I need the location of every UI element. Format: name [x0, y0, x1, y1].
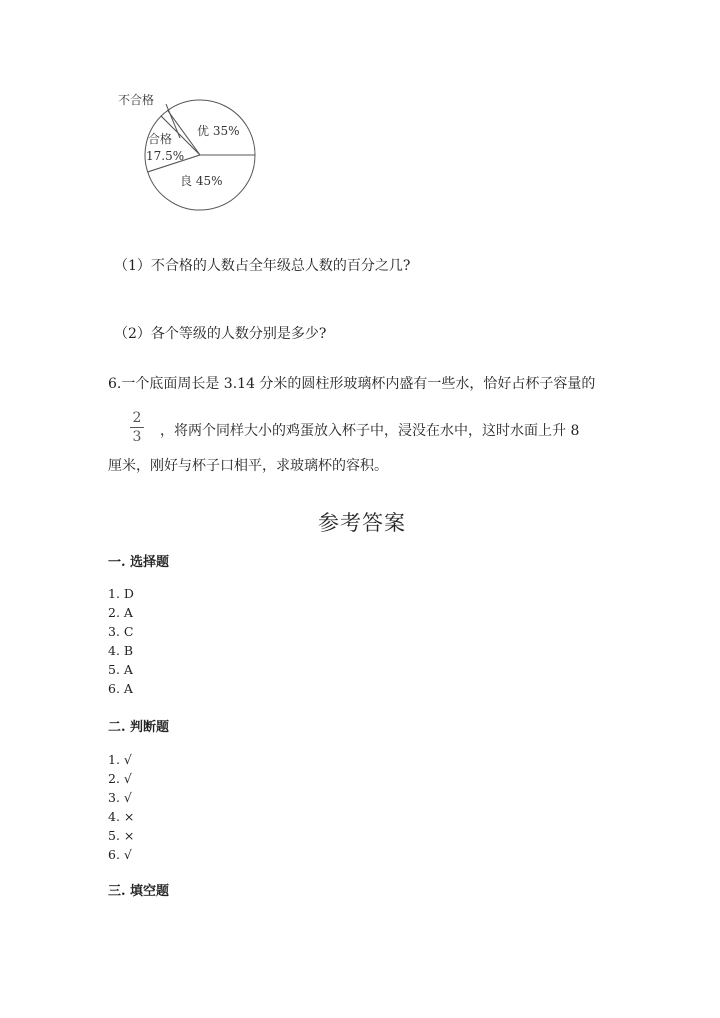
- answer-item: 4. B: [108, 643, 134, 658]
- answers-title: 参考答案: [318, 511, 406, 535]
- answer-item: 4. ×: [108, 809, 135, 824]
- answer-item: 6. A: [108, 681, 133, 696]
- question-6-line-3: 厘米，刚好与杯子口相平，求玻璃杯的容积。: [108, 458, 388, 474]
- pie-label-good: 良 45%: [180, 174, 223, 188]
- pie-label-pass-pct: 17.5%: [146, 149, 185, 163]
- question-6-line-2: ，将两个同样大小的鸡蛋放入杯子中，浸没在水中，这时水面上升 8: [160, 423, 580, 439]
- question-6-line-1: 6.一个底面周长是 3.14 分米的圆柱形玻璃杯内盛有一些水，恰好占杯子容量的: [108, 376, 596, 392]
- answer-item: 3. √: [108, 790, 132, 805]
- pie-label-excellent: 优 35%: [197, 124, 240, 138]
- section-fill-heading: 三. 填空题: [108, 884, 170, 899]
- fraction-denominator: 3: [132, 429, 142, 445]
- answer-item: 1. D: [108, 586, 134, 601]
- question-1: （1）不合格的人数占全年级总人数的百分之几?: [114, 258, 411, 274]
- section-judge-heading: 二. 判断题: [108, 720, 170, 735]
- answer-item: 6. √: [108, 847, 132, 862]
- pie-label-pass: 合格: [148, 132, 173, 146]
- answer-item: 3. C: [108, 624, 134, 639]
- answer-item: 2. √: [108, 771, 132, 786]
- fraction-bar: [130, 427, 144, 428]
- fraction-two-thirds: [130, 410, 144, 445]
- section-choice-heading: 一. 选择题: [108, 555, 170, 570]
- pie-chart: [0, 0, 720, 230]
- answer-item: 2. A: [108, 605, 133, 620]
- answer-item: 1. √: [108, 752, 132, 767]
- section-choice-list: [108, 584, 134, 698]
- pie-label-fail: 不合格: [118, 93, 155, 107]
- question-2: （2）各个等级的人数分别是多少?: [114, 326, 327, 342]
- section-judge-list: [108, 750, 134, 864]
- answer-item: 5. ×: [108, 828, 135, 843]
- fraction-numerator: 2: [132, 410, 142, 426]
- answer-item: 5. A: [108, 662, 133, 677]
